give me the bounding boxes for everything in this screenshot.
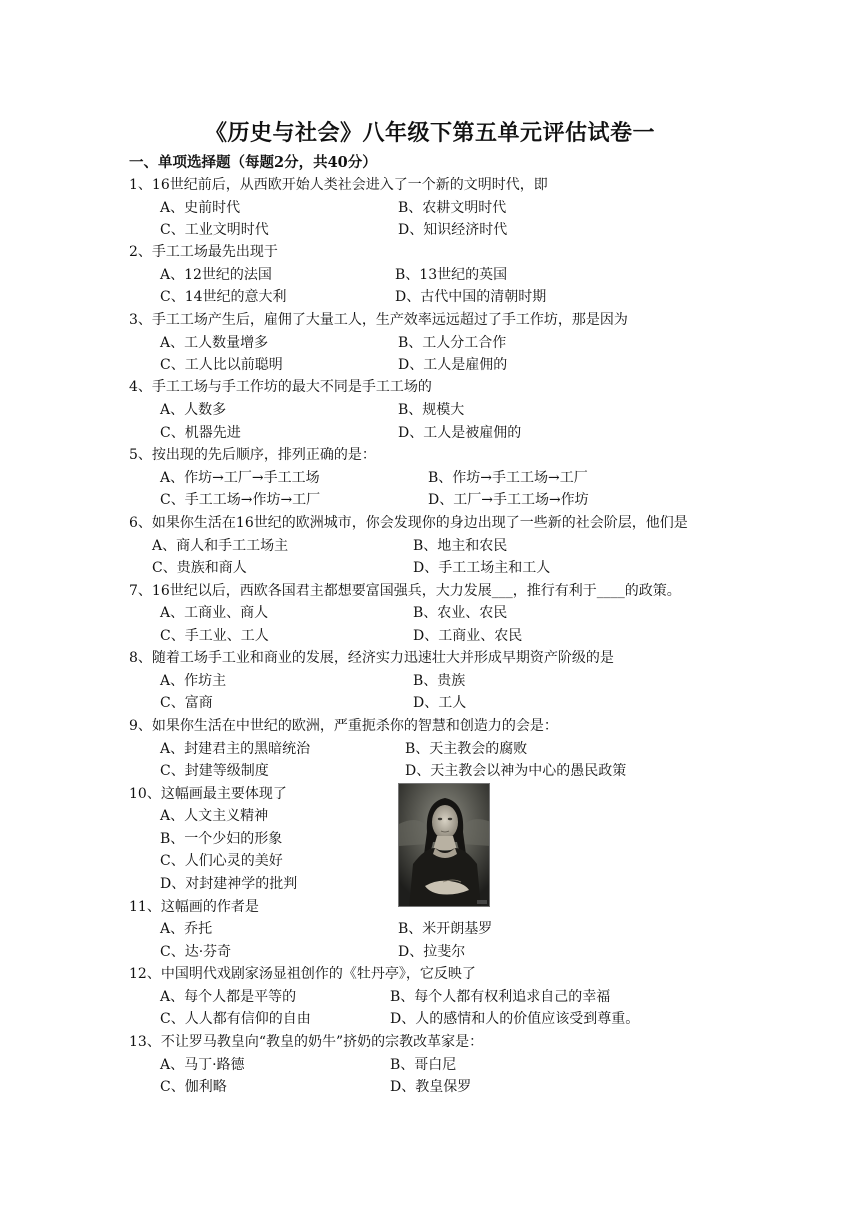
option-c: C、人们心灵的美好	[160, 853, 283, 869]
question-stem: 5、按出现的先后顺序，排列正确的是：	[129, 447, 376, 463]
option-c: C、封建等级制度	[160, 763, 269, 779]
question-stem: 4、手工工场与手工作坊的最大不同是手工工场的	[129, 379, 432, 395]
option-c: C、富商	[160, 695, 213, 711]
option-a: A、人文主义精神	[160, 808, 269, 824]
option-c: C、人人都有信仰的自由	[160, 1011, 311, 1027]
question-stem: 7、16世纪以后，西欧各国君主都想要富国强兵，大力发展___，推行有利于____的政策。	[129, 583, 681, 599]
option-a: A、史前时代	[160, 200, 241, 216]
option-c: C、手工业、工人	[160, 628, 269, 644]
option-a: A、马丁·路德	[160, 1057, 245, 1073]
option-d: D、工人	[413, 695, 467, 711]
mona-lisa-painting	[398, 783, 490, 907]
option-c: C、贵族和商人	[152, 560, 247, 576]
option-b: B、天主教会的腐败	[405, 741, 528, 757]
option-b: B、13世纪的英国	[395, 267, 508, 283]
option-b: B、一个少妇的形象	[160, 831, 283, 847]
question-stem: 1、16世纪前后，从西欧开始人类社会进入了一个新的文明时代，即	[129, 177, 548, 193]
option-b: B、地主和农民	[413, 538, 508, 554]
option-b: B、贵族	[413, 673, 466, 689]
option-b: B、农业、农民	[413, 605, 508, 621]
option-a: A、商人和手工工场主	[152, 538, 289, 554]
question-stem: 13、不让罗马教皇向“教皇的奶牛”挤奶的宗教改革家是：	[129, 1034, 484, 1050]
option-c: C、伽利略	[160, 1079, 227, 1095]
option-a: A、作坊→工厂→手工工场	[160, 470, 320, 486]
option-a: A、12世纪的法国	[160, 267, 272, 283]
question-stem: 3、手工工场产生后，雇佣了大量工人，生产效率远远超过了手工作坊，那是因为	[129, 312, 628, 328]
mona-lisa-icon	[399, 784, 490, 907]
option-a: A、人数多	[160, 402, 227, 418]
option-c: C、达·芬奇	[160, 944, 232, 960]
option-b: B、规模大	[398, 402, 465, 418]
option-d: D、人的感情和人的价值应该受到尊重。	[390, 1011, 640, 1027]
option-a: A、乔托	[160, 921, 213, 937]
option-b: B、每个人都有权利追求自己的幸福	[390, 989, 611, 1005]
option-d: D、天主教会以神为中心的愚民政策	[405, 763, 627, 779]
option-c: C、工人比以前聪明	[160, 357, 283, 373]
question-stem: 10、这幅画最主要体现了	[129, 786, 287, 802]
option-d: D、工厂→手工工场→作坊	[428, 492, 589, 508]
option-d: D、工人是被雇佣的	[398, 425, 522, 441]
question-stem: 2、手工工场最先出现于	[129, 244, 278, 260]
page-title: 《历史与社会》八年级下第五单元评估试卷一	[204, 120, 655, 146]
question-stem: 12、中国明代戏剧家汤显祖创作的《牡丹亭》，它反映了	[129, 966, 476, 982]
option-d: D、古代中国的清朝时期	[395, 289, 547, 305]
option-b: B、作坊→手工工场→工厂	[428, 470, 588, 486]
option-b: B、农耕文明时代	[398, 200, 507, 216]
section-heading: 一、单项选择题（每题2分，共40分）	[129, 154, 377, 171]
option-b: B、米开朗基罗	[398, 921, 493, 937]
option-d: D、手工工场主和工人	[413, 560, 551, 576]
option-c: C、机器先进	[160, 425, 241, 441]
option-d: D、对封建神学的批判	[160, 876, 298, 892]
option-d: D、工人是雇佣的	[398, 357, 508, 373]
option-c: C、14世纪的意大利	[160, 289, 287, 305]
option-d: D、教皇保罗	[390, 1079, 472, 1095]
question-stem: 8、随着工场手工业和商业的发展，经济实力迅速壮大并形成早期资产阶级的是	[129, 650, 614, 666]
option-a: A、工人数量增多	[160, 335, 269, 351]
option-a: A、作坊主	[160, 673, 227, 689]
option-b: B、哥白尼	[390, 1057, 457, 1073]
option-a: A、工商业、商人	[160, 605, 269, 621]
option-d: D、工商业、农民	[413, 628, 523, 644]
question-stem: 6、如果你生活在16世纪的欧洲城市，你会发现你的身边出现了一些新的社会阶层，他们是	[129, 515, 688, 531]
option-a: A、封建君主的黑暗统治	[160, 741, 311, 757]
option-a: A、每个人都是平等的	[160, 989, 297, 1005]
option-b: B、工人分工合作	[398, 335, 507, 351]
option-c: C、手工工场→作坊→工厂	[160, 492, 321, 508]
question-stem: 9、如果你生活在中世纪的欧洲，严重扼杀你的智慧和创造力的会是：	[129, 718, 558, 734]
question-stem: 11、这幅画的作者是	[129, 899, 259, 915]
option-d: D、拉斐尔	[398, 944, 466, 960]
option-c: C、工业文明时代	[160, 222, 269, 238]
option-d: D、知识经济时代	[398, 222, 508, 238]
